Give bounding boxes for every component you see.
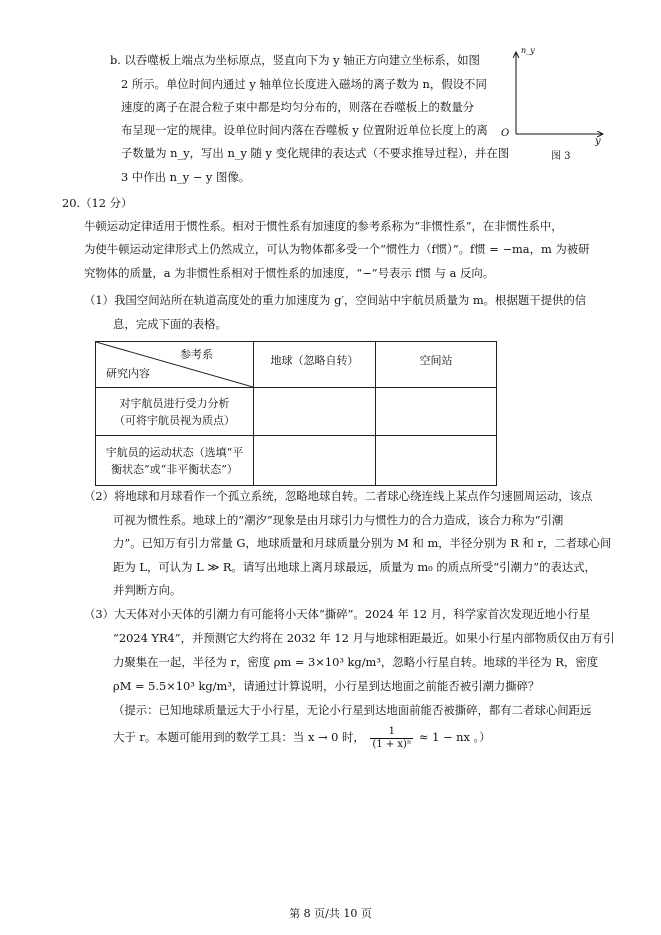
- table-corner-bottom: 研究内容: [106, 367, 150, 380]
- table-cell-answer[interactable]: [254, 388, 376, 436]
- q20-part3-line-3: 力聚集在一起，半径为 r，密度 ρm = 3×10³ kg/m³，忽略小行星自转。地球的半径为 R，密度: [113, 655, 599, 669]
- table-row-motion-state: 宇航员的运动状态（选填“平 衡状态”或“非平衡状态”）: [96, 436, 254, 486]
- q20-part2-line-4: 距为 L，可认为 L ≫ R。请写出地球上离月球最远，质量为 m₀ 的质点所受“引潮力”的表达式，: [113, 560, 597, 574]
- table-row-force-analysis: 对宇航员进行受力分析 （可将宇航员视为质点）: [96, 388, 254, 436]
- b-line-6: 3 中作出 n_y − y 图像。: [121, 170, 251, 184]
- q20-intro-line-2: 为使牛顿运动定律形式上仍然成立，可认为物体都多受一个“惯性力（f惯）”。f惯 = −ma，m 为被研: [84, 242, 590, 256]
- hint-fraction-numerator: 1: [370, 726, 413, 739]
- figure-3-axes: [495, 46, 607, 161]
- hint-fraction: [370, 726, 413, 751]
- reference-frame-table: [95, 341, 497, 486]
- table-cell-answer[interactable]: [376, 436, 497, 486]
- q20-part2-line-1: （2）将地球和月球看作一个孤立系统，忽略地球自转。二者球心绕连线上某点作匀速圆周运动，该点: [84, 489, 593, 503]
- figure-3-caption: 图 3: [551, 151, 571, 162]
- b-line-2: 2 所示。单位时间内通过 y 轴单位长度进入磁场的离子数为 n，假设不同: [121, 77, 487, 91]
- b-line-1: b. 以吞噬板上端点为坐标原点，竖直向下为 y 轴正方向建立坐标系，如图: [110, 53, 480, 67]
- q20-hint-line-1: （提示：已知地球质量远大于小行星，无论小行星到达地面前能否被撕碎，都有二者球心间距远: [113, 703, 592, 717]
- q20-part2-line-5: 并判断方向。: [113, 583, 182, 597]
- table-header-station: 空间站: [376, 342, 497, 388]
- b-line-4: 布呈现一定的规律。设单位时间内落在吞噬板 y 位置附近单位长度上的离: [121, 123, 488, 137]
- table-corner-top: 参考系: [180, 348, 213, 361]
- q20-part2-line-2: 可视为惯性系。地球上的“潮汐”现象是由月球引力与惯性力的合力造成，该合力称为“引潮: [113, 513, 564, 527]
- hint-text-pre: 大于 r。本题可能用到的数学工具：当 x → 0 时，: [113, 730, 365, 744]
- table-cell-answer[interactable]: [254, 436, 376, 486]
- table-corner-cell: [96, 342, 254, 388]
- figure-3: [495, 46, 607, 161]
- q20-intro-line-1: 牛顿运动定律适用于惯性系。相对于惯性系有加速度的参考系称为“非惯性系”，在非惯性系中，: [84, 219, 563, 233]
- q20-part1-line-1: （1）我国空间站所在轨道高度处的重力加速度为 g′，空间站中宇航员质量为 m。根据题干提供的信: [84, 293, 587, 307]
- q20-hint-line-2: [113, 722, 491, 752]
- q20-part3-line-1: （3）大天体对小天体的引潮力有可能将小天体“撕碎”。2024 年 12 月，科学家首次发现近地小行星: [84, 607, 591, 621]
- q20-intro-line-3: 究物体的质量，a 为非惯性系相对于惯性系的加速度，“−”号表示 f惯 与 a 反向。: [84, 266, 495, 280]
- page-footer: 第 8 页/共 10 页: [289, 907, 372, 920]
- q20-part3-line-4: ρM = 5.5×10³ kg/m³，请通过计算说明，小行星到达地面之前能否被引潮力撕碎？: [113, 679, 540, 693]
- b-line-5: 子数量为 n_y，写出 n_y 随 y 变化规律的表达式（不要求推导过程），并在图: [121, 146, 510, 160]
- hint-text-post: ≈ 1 − nx 。）: [418, 730, 491, 744]
- figure-3-y-label: n_y: [521, 46, 535, 55]
- figure-3-x-label: y: [595, 136, 601, 147]
- q20-part1-line-2: 息，完成下面的表格。: [113, 317, 227, 331]
- figure-3-origin: O: [501, 128, 510, 139]
- table-cell-answer[interactable]: [376, 388, 497, 436]
- q20-part3-line-2: “2024 YR4”，并预测它大约将在 2032 年 12 月与地球相距最近。如果小行星内部物质仅由万有引: [113, 631, 615, 645]
- q20-part2-line-3: 力”。已知万有引力常量 G，地球质量和月球质量分别为 M 和 m，半径分别为 R 和 r，二者球心间: [113, 536, 612, 550]
- hint-fraction-denominator: (1 + x)ⁿ: [372, 738, 412, 750]
- b-line-3: 速度的离子在混合粒子束中都是均匀分布的，则落在吞噬板上的数量分: [121, 100, 475, 114]
- table-header-earth: 地球（忽略自转）: [254, 342, 376, 388]
- q20-header: 20.（12 分）: [62, 196, 133, 210]
